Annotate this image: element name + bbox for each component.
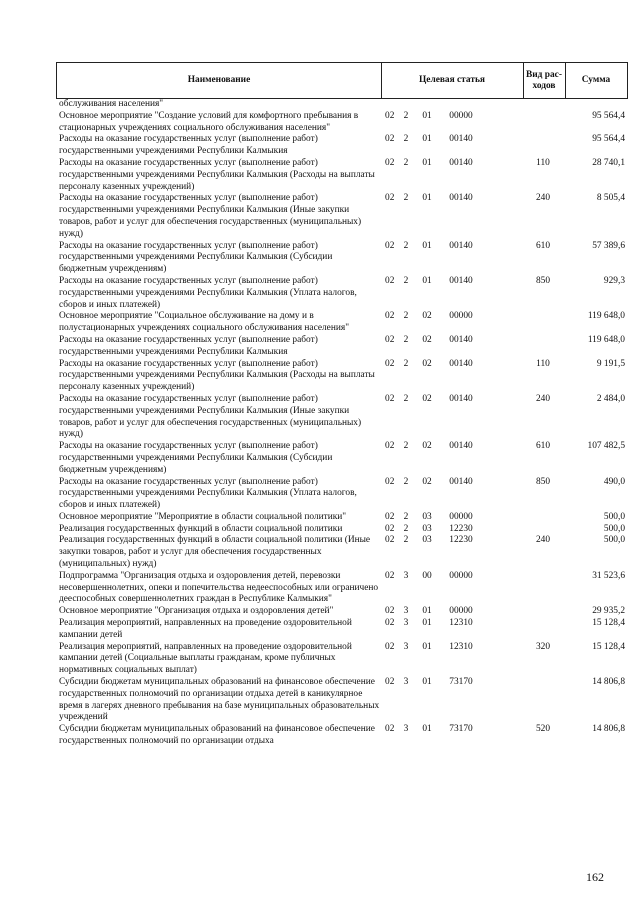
row-spacer bbox=[483, 642, 521, 677]
row-spacer bbox=[483, 618, 521, 642]
row-sum: 31 523,6 bbox=[592, 570, 625, 581]
table-row bbox=[56, 477, 628, 512]
row-name: Расходы на оказание государственных услуг (выполнение работ) государственными учреждениями Республики Калмыкия (Расходы на выплаты персоналу казенных учреждений) bbox=[59, 157, 375, 192]
row-spacer bbox=[483, 677, 521, 724]
row-sum: 9 191,5 bbox=[596, 358, 625, 369]
row-expense-kind: 850 bbox=[535, 476, 551, 487]
row-event-code: 01 bbox=[422, 110, 432, 121]
row-direction-code: 12310 bbox=[449, 618, 473, 629]
row-direction-code: 12230 bbox=[449, 523, 473, 534]
row-program-code: 02 bbox=[385, 240, 395, 251]
row-expense-kind bbox=[521, 677, 565, 724]
row-program-code: 02 bbox=[385, 476, 395, 487]
header-target-article: Целевая статья bbox=[381, 63, 524, 98]
table-row bbox=[56, 335, 628, 359]
table-row bbox=[56, 134, 628, 158]
row-direction-code: 00140 bbox=[449, 476, 473, 487]
table-row bbox=[56, 535, 628, 570]
row-event-code: 01 bbox=[422, 240, 432, 251]
row-direction-code: 00140 bbox=[449, 157, 473, 168]
row-name: обслуживания населения" bbox=[59, 99, 164, 109]
row-program-code bbox=[381, 99, 397, 111]
row-spacer bbox=[483, 477, 521, 512]
row-sum: 29 935,2 bbox=[592, 606, 625, 617]
row-direction-code: 00140 bbox=[449, 393, 473, 404]
row-subprogram-code: 2 bbox=[403, 535, 409, 546]
row-spacer bbox=[483, 158, 521, 193]
row-direction-code: 00140 bbox=[449, 334, 473, 345]
row-program-code: 02 bbox=[385, 110, 395, 121]
row-direction-code: 73170 bbox=[449, 724, 473, 735]
table-row bbox=[56, 99, 628, 111]
row-program-code: 02 bbox=[385, 275, 395, 286]
row-expense-kind: 240 bbox=[535, 535, 551, 546]
table-row bbox=[56, 642, 628, 677]
row-sum: 500,0 bbox=[603, 523, 625, 534]
row-sum bbox=[565, 99, 628, 111]
table-row bbox=[56, 441, 628, 476]
row-subprogram-code: 3 bbox=[403, 641, 409, 652]
row-event-code: 01 bbox=[422, 724, 432, 735]
row-subprogram-code: 3 bbox=[403, 606, 409, 617]
row-subprogram-code: 2 bbox=[403, 157, 409, 168]
row-event-code: 01 bbox=[422, 134, 432, 145]
header-sum: Сумма bbox=[581, 75, 611, 85]
table-body bbox=[56, 99, 628, 748]
row-name: Реализация мероприятий, направленных на проведение оздоровительной кампании детей (Социальные выплаты гражданам, кроме публичных нормативных социальных выплат) bbox=[59, 641, 352, 676]
row-subprogram-code: 2 bbox=[403, 523, 409, 534]
row-program-code: 02 bbox=[385, 570, 395, 581]
table-row bbox=[56, 524, 628, 536]
row-direction-code: 00140 bbox=[449, 193, 473, 204]
table-row bbox=[56, 571, 628, 606]
row-event-code: 02 bbox=[422, 311, 432, 322]
row-event-code: 02 bbox=[422, 358, 432, 369]
row-subprogram-code: 2 bbox=[403, 476, 409, 487]
row-program-code: 02 bbox=[385, 334, 395, 345]
row-sum: 95 564,4 bbox=[592, 110, 625, 121]
row-spacer bbox=[483, 359, 521, 394]
row-program-code: 02 bbox=[385, 724, 395, 735]
row-expense-kind: 520 bbox=[535, 724, 551, 735]
row-name: Расходы на оказание государственных услуг (выполнение работ) государственными учреждениями Республики Калмыкия bbox=[59, 334, 318, 357]
row-name: Расходы на оказание государственных услуг (выполнение работ) государственными учреждениями Республики Калмыкия (Субсидии бюджетным учреждениям) bbox=[59, 240, 333, 275]
row-event-code: 02 bbox=[422, 441, 432, 452]
row-event-code: 01 bbox=[422, 275, 432, 286]
row-expense-kind bbox=[521, 606, 565, 618]
row-name: Расходы на оказание государственных услуг (выполнение работ) государственными учреждениями Республики Калмыкия bbox=[59, 134, 318, 157]
table-row bbox=[56, 618, 628, 642]
table-row bbox=[56, 724, 628, 748]
row-sum: 95 564,4 bbox=[592, 134, 625, 145]
row-sum: 14 806,8 bbox=[592, 677, 625, 688]
table-row bbox=[56, 606, 628, 618]
row-subprogram-code: 2 bbox=[403, 511, 409, 522]
row-name: Реализация мероприятий, направленных на проведение оздоровительной кампании детей bbox=[59, 618, 352, 640]
table-row bbox=[56, 394, 628, 441]
row-spacer bbox=[483, 276, 521, 311]
table-row bbox=[56, 311, 628, 335]
row-name: Реализация государственных функций в области социальной политики (Иные закупки товаров, работ и услуг для обеспечения государственных (муниципальных) нужд) bbox=[59, 535, 371, 570]
row-spacer bbox=[483, 524, 521, 536]
row-expense-kind bbox=[521, 512, 565, 524]
row-program-code: 02 bbox=[385, 618, 395, 629]
row-event-code: 01 bbox=[422, 677, 432, 688]
row-sum: 28 740,1 bbox=[592, 157, 625, 168]
row-expense-kind bbox=[521, 311, 565, 335]
row-name: Основное мероприятие "Создание условий для комфортного пребывания в стационарных учреждениях социального обслуживания населения" bbox=[59, 110, 359, 133]
row-event-code: 03 bbox=[422, 511, 432, 522]
row-program-code: 02 bbox=[385, 677, 395, 688]
row-name: Основное мероприятие "Организация отдыха и оздоровления детей" bbox=[59, 606, 334, 617]
row-name: Основное мероприятие "Социальное обслуживание на дому и в полустационарных учреждениях социального обслуживания населения" bbox=[59, 311, 350, 334]
row-sum: 14 806,8 bbox=[592, 724, 625, 735]
row-spacer bbox=[483, 311, 521, 335]
row-direction-code: 00140 bbox=[449, 134, 473, 145]
row-spacer bbox=[483, 724, 521, 748]
row-sum: 500,0 bbox=[603, 535, 625, 546]
row-name: Субсидии бюджетам муниципальных образований на финансовое обеспечение государственных полномочий по организации отдыха bbox=[59, 724, 375, 747]
row-expense-kind bbox=[521, 99, 565, 111]
row-expense-kind bbox=[521, 134, 565, 158]
row-expense-kind bbox=[521, 618, 565, 642]
row-program-code: 02 bbox=[385, 311, 395, 322]
row-direction-code: 73170 bbox=[449, 677, 473, 688]
row-spacer bbox=[483, 134, 521, 158]
row-name: Реализация государственных функций в области социальной политики bbox=[59, 523, 343, 534]
row-spacer bbox=[483, 512, 521, 524]
row-name: Расходы на оказание государственных услуг (выполнение работ) государственными учреждениями Республики Калмыкия (Расходы на выплаты персоналу казенных учреждений) bbox=[59, 358, 375, 393]
row-spacer bbox=[483, 571, 521, 606]
row-direction-code: 00000 bbox=[449, 311, 473, 322]
row-expense-kind: 320 bbox=[535, 641, 551, 652]
row-subprogram-code: 3 bbox=[403, 618, 409, 629]
row-event-code: 01 bbox=[422, 641, 432, 652]
row-direction-code: 00140 bbox=[449, 441, 473, 452]
row-event-code bbox=[415, 99, 439, 111]
row-sum: 15 128,4 bbox=[592, 618, 625, 629]
row-expense-kind: 610 bbox=[535, 441, 551, 452]
row-expense-kind: 110 bbox=[536, 358, 550, 369]
row-spacer bbox=[483, 99, 521, 111]
row-direction-code: 12230 bbox=[449, 535, 473, 546]
row-subprogram-code: 2 bbox=[403, 134, 409, 145]
row-sum: 119 648,0 bbox=[587, 311, 625, 322]
row-sum: 490,0 bbox=[603, 476, 625, 487]
row-direction-code: 00000 bbox=[449, 606, 473, 617]
row-sum: 119 648,0 bbox=[587, 334, 625, 345]
row-name: Основное мероприятие "Мероприятие в области социальной политики" bbox=[59, 511, 347, 522]
row-name: Расходы на оказание государственных услуг (выполнение работ) государственными учреждениями Республики Калмыкия (Иные закупки товаров, работ и услуг для обеспечения государственных (муниципальных) нужд) bbox=[59, 393, 362, 440]
row-program-code: 02 bbox=[385, 441, 395, 452]
row-subprogram-code: 3 bbox=[403, 570, 409, 581]
row-name: Субсидии бюджетам муниципальных образований на финансовое обеспечение государственных полномочий по организации отдыха детей в каникулярное время в лагерях дневного пребывания на базе муниципальных образовательных учреждений bbox=[59, 677, 380, 723]
row-subprogram-code: 2 bbox=[403, 334, 409, 345]
row-spacer bbox=[483, 241, 521, 276]
row-subprogram-code: 2 bbox=[403, 393, 409, 404]
row-expense-kind bbox=[521, 111, 565, 135]
table-row bbox=[56, 677, 628, 724]
row-subprogram-code: 2 bbox=[403, 193, 409, 204]
row-program-code: 02 bbox=[385, 193, 395, 204]
table-row bbox=[56, 193, 628, 240]
row-event-code: 02 bbox=[422, 476, 432, 487]
table-row bbox=[56, 158, 628, 193]
table-row bbox=[56, 241, 628, 276]
row-event-code: 01 bbox=[422, 606, 432, 617]
row-program-code: 02 bbox=[385, 535, 395, 546]
row-spacer bbox=[483, 394, 521, 441]
page-number: 162 bbox=[586, 870, 604, 884]
row-sum: 15 128,4 bbox=[592, 641, 625, 652]
row-direction-code bbox=[439, 99, 483, 111]
row-subprogram-code: 2 bbox=[403, 441, 409, 452]
table-row bbox=[56, 359, 628, 394]
row-program-code: 02 bbox=[385, 641, 395, 652]
row-spacer bbox=[483, 335, 521, 359]
row-subprogram-code: 2 bbox=[403, 311, 409, 322]
row-spacer bbox=[483, 193, 521, 240]
row-program-code: 02 bbox=[385, 393, 395, 404]
row-event-code: 03 bbox=[422, 535, 432, 546]
row-name: Расходы на оказание государственных услуг (выполнение работ) государственными учреждениями Республики Калмыкия (Уплата налогов, сборов и иных платежей) bbox=[59, 275, 357, 310]
row-spacer bbox=[483, 535, 521, 570]
row-program-code: 02 bbox=[385, 157, 395, 168]
row-direction-code: 00140 bbox=[449, 275, 473, 286]
row-sum: 107 482,5 bbox=[587, 441, 625, 452]
row-expense-kind: 240 bbox=[535, 393, 551, 404]
row-event-code: 03 bbox=[422, 523, 432, 534]
row-name: Расходы на оказание государственных услуг (выполнение работ) государственными учреждениями Республики Калмыкия (Уплата налогов, сборов и иных платежей) bbox=[59, 476, 357, 511]
row-sum: 929,3 bbox=[603, 275, 625, 286]
table-header bbox=[56, 62, 628, 99]
row-direction-code: 00000 bbox=[449, 110, 473, 121]
row-sum: 8 505,4 bbox=[596, 193, 625, 204]
row-program-code: 02 bbox=[385, 134, 395, 145]
row-subprogram-code: 2 bbox=[403, 358, 409, 369]
row-event-code: 01 bbox=[422, 618, 432, 629]
row-sum: 57 389,6 bbox=[592, 240, 625, 251]
row-expense-kind: 240 bbox=[535, 193, 551, 204]
row-program-code: 02 bbox=[385, 606, 395, 617]
row-sum: 2 484,0 bbox=[596, 393, 625, 404]
row-spacer bbox=[483, 606, 521, 618]
row-subprogram-code: 2 bbox=[403, 110, 409, 121]
row-direction-code: 12310 bbox=[449, 641, 473, 652]
row-subprogram-code: 3 bbox=[403, 677, 409, 688]
row-spacer bbox=[483, 441, 521, 476]
row-subprogram-code: 3 bbox=[403, 724, 409, 735]
table-row bbox=[56, 512, 628, 524]
row-event-code: 00 bbox=[422, 570, 432, 581]
row-event-code: 02 bbox=[422, 334, 432, 345]
row-name: Подпрограмма "Организация отдыха и оздоровления детей, перевозки несовершеннолетних, опеки и попечительства недееспособных или ограничено дееспособных совершеннолетних граждан в Республике Калмыкия" bbox=[59, 570, 379, 605]
row-program-code: 02 bbox=[385, 523, 395, 534]
table-row bbox=[56, 111, 628, 135]
row-name: Расходы на оказание государственных услуг (выполнение работ) государственными учреждениями Республики Калмыкия (Субсидии бюджетным учреждениям) bbox=[59, 441, 333, 475]
row-expense-kind: 110 bbox=[536, 157, 550, 168]
row-direction-code: 00000 bbox=[449, 511, 473, 522]
row-expense-kind: 850 bbox=[535, 275, 551, 286]
header-expense-kind: Вид рас-ходов bbox=[523, 63, 566, 98]
row-expense-kind bbox=[521, 335, 565, 359]
row-event-code: 01 bbox=[422, 193, 432, 204]
row-expense-kind bbox=[521, 524, 565, 536]
header-name: Наименование bbox=[57, 63, 382, 98]
row-sum: 500,0 bbox=[603, 511, 625, 522]
row-name: Расходы на оказание государственных услуг (выполнение работ) государственными учреждениями Республики Калмыкия (Иные закупки товаров, работ и услуг для обеспечения государственных (муниципальных) нужд) bbox=[59, 193, 362, 239]
row-direction-code: 00140 bbox=[449, 240, 473, 251]
row-direction-code: 00000 bbox=[449, 570, 473, 581]
row-subprogram-code bbox=[397, 99, 415, 111]
row-program-code: 02 bbox=[385, 358, 395, 369]
row-expense-kind: 610 bbox=[535, 240, 551, 251]
table-row bbox=[56, 276, 628, 311]
row-direction-code: 00140 bbox=[449, 358, 473, 369]
row-program-code: 02 bbox=[385, 511, 395, 522]
row-subprogram-code: 2 bbox=[403, 240, 409, 251]
row-event-code: 01 bbox=[422, 157, 432, 168]
row-event-code: 02 bbox=[422, 393, 432, 404]
row-expense-kind bbox=[521, 571, 565, 606]
row-subprogram-code: 2 bbox=[403, 275, 409, 286]
row-spacer bbox=[483, 111, 521, 135]
